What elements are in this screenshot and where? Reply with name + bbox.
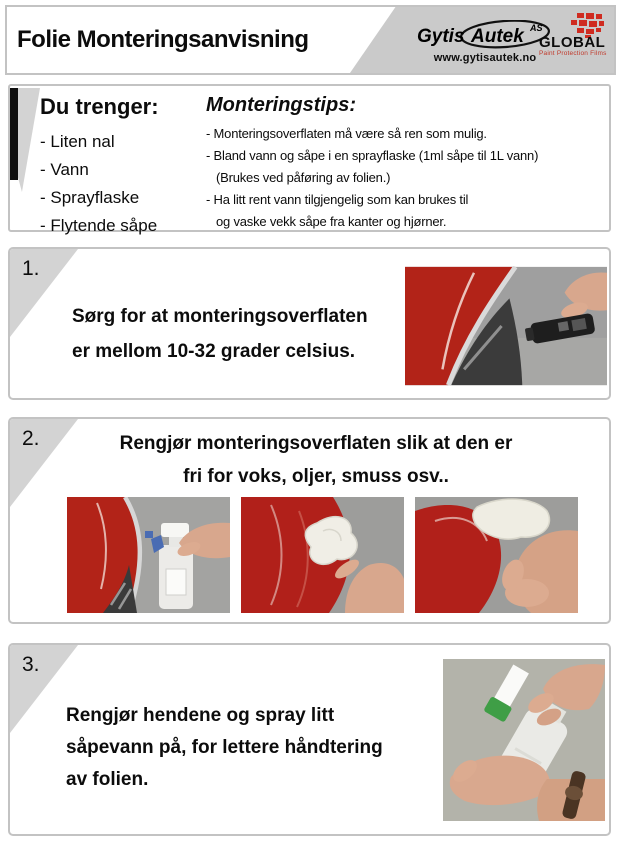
mounting-tips <box>206 94 606 233</box>
tip-line: - Monteringsoverflaten må være så ren som mulig. <box>206 126 487 141</box>
website-text: www.gytisautek.no <box>433 52 537 64</box>
instruction-line: Rengjør monteringsoverflaten slik at den er <box>119 433 513 454</box>
step-number: 1. <box>22 257 40 280</box>
list-item: - Liten nal <box>40 132 115 151</box>
as-suffix: AS <box>530 23 543 33</box>
photo-wiping-fender-edge <box>415 497 578 613</box>
step-instruction <box>72 299 368 369</box>
tip-line: og vaske vekk såpe fra kanter og hjørner. <box>216 214 447 229</box>
list-item: - Vann <box>40 160 89 179</box>
instruction-line: såpevann på, for lettere håndtering <box>66 737 383 758</box>
step-2-panel <box>8 417 611 624</box>
header-bar <box>5 5 616 75</box>
photo-spraying-hand <box>443 659 605 821</box>
photo-wiping-panel <box>241 497 404 613</box>
step-number: 3. <box>22 653 40 676</box>
tips-heading: Monteringstips: <box>206 94 356 116</box>
materials-and-tips-panel <box>8 84 611 235</box>
photo-thermometer-on-hood <box>405 266 607 386</box>
gytis-autek-logo <box>415 20 555 64</box>
instruction-line: fri for voks, oljer, smuss osv.. <box>183 466 449 487</box>
step-instruction <box>66 700 383 796</box>
global-ppf-logo <box>539 13 609 58</box>
corner-wedge <box>10 249 78 337</box>
soap-spray-hand-photo-icon <box>443 659 605 821</box>
step-instruction <box>66 427 566 493</box>
car-thermometer-photo-icon <box>405 266 607 386</box>
tip-line: - Ha litt rent vann tilgjengelig som kan brukes til <box>206 192 469 207</box>
instruction-line: er mellom 10-32 grader celsius. <box>72 341 356 362</box>
step-1-panel <box>8 247 611 400</box>
photo-spray-bottle-fender <box>67 497 230 613</box>
list-item: - Flytende såpe <box>40 216 158 235</box>
gytis-autek-wordmark-icon <box>415 20 555 54</box>
step-number: 2. <box>22 427 40 450</box>
instruction-line: Rengjør hendene og spray litt <box>66 705 335 726</box>
page-title: Folie Monteringsanvisning <box>17 26 309 53</box>
corner-wedge <box>18 88 40 192</box>
instruction-line: Sørg for at monteringsoverflaten <box>72 306 368 327</box>
materials-heading: Du trenger: <box>40 94 159 119</box>
step-3-panel <box>8 643 611 836</box>
accent-bar <box>10 88 18 180</box>
tip-line: - Bland vann og såpe i en sprayflaske (1ml såpe til 1L vann) <box>206 148 539 163</box>
wipe-panel-photo-icon <box>241 497 404 613</box>
tip-line: (Brukes ved påføring av folien.) <box>216 170 391 185</box>
global-brand-name: GLOBAL <box>539 34 606 51</box>
instruction-line: av folien. <box>66 769 149 790</box>
step-2-photos <box>67 497 578 613</box>
spray-fender-photo-icon <box>67 497 230 613</box>
gytis-word: Gytis <box>417 26 465 47</box>
global-tagline: Paint Protection Films <box>539 50 607 57</box>
autek-word: Autek <box>471 26 524 47</box>
list-item: - Sprayflaske <box>40 188 140 207</box>
materials-list <box>40 94 202 240</box>
wipe-edge-photo-icon <box>415 497 578 613</box>
